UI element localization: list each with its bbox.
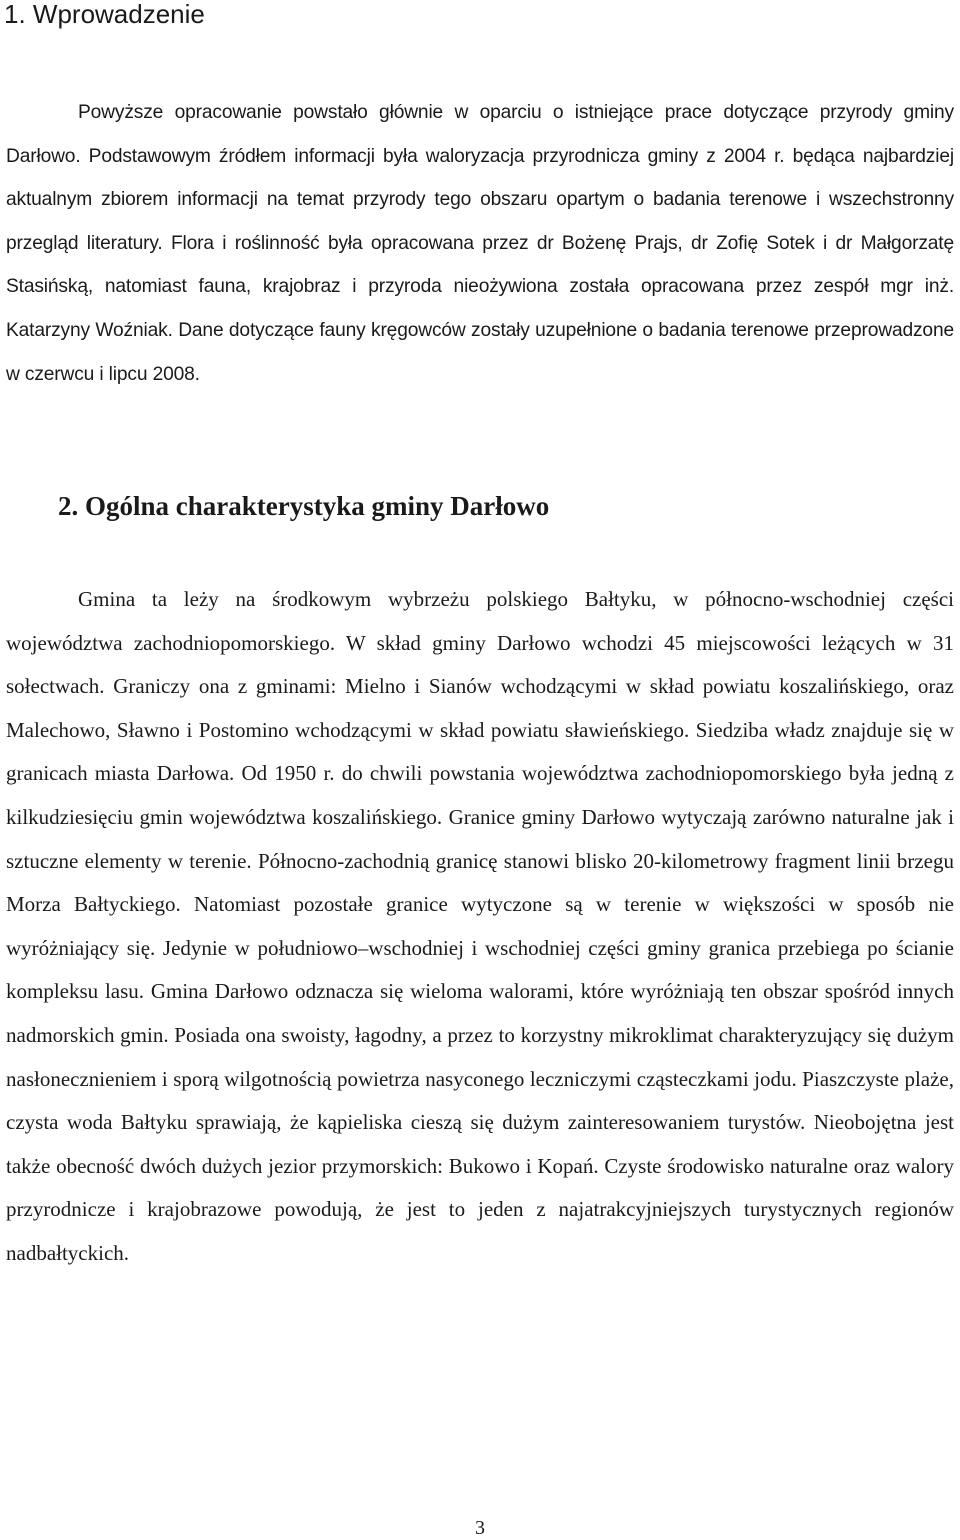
section-2-paragraph: Gmina ta leży na środkowym wybrzeżu polskiego Bałtyku, w północno-wschodniej części województwa zachodniopomorskiego. W skład gminy Darłowo wchodzi 45 miejscowości leżących w 31 sołectwach. Graniczy ona z gminami: Mielno i Sianów wchodzącymi w skład powiatu koszalińskiego, oraz Malechowo, Sławno i Postomino wchodzącymi w skład powiatu sławieńskiego. Siedziba władz znajduje się w granicach miasta Darłowa. Od 1950 r. do chwili powstania województwa zachodniopomorskiego była jedną z kilkudziesięciu gmin województwa koszalińskiego. Granice gminy Darłowo wytyczają zarówno naturalne jak i sztuczne elementy w terenie. Północno-zachodnią granicę stanowi blisko 20-kilometrowy fragment linii brzegu Morza Bałtyckiego. Natomiast pozostałe granice wytyczone są w terenie w większości w sposób nie wyróżniający się. Jedynie w południowo–wschodniej i wschodniej części gminy granica przebiega po ścianie kompleksu lasu. Gmina Darłowo odznacza się wieloma walorami, które wyróżniają ten obszar spośród innych nadmorskich gmin. Posiada ona swoisty, łagodny, a przez to korzystny mikroklimat charakteryzujący się dużym nasłonecznieniem i sporą wilgotnością powietrza nasyconego leczniczymi cząsteczkami jodu. Piaszczyste plaże, czysta woda Bałtyku sprawiają, że kąpieliska cieszą się dużym zainteresowaniem turystów. Nieobojętna jest także obecność dwóch dużych jezior przymorskich: Bukowo i Kopań. Czyste środowisko naturalne oraz walory przyrodnicze i krajobrazowe powodują, że jest to jeden z najatrakcyjniejszych turystycznych regionów nadbałtyckich. [6, 587, 954, 1265]
page-number: 3 [475, 1517, 485, 1539]
section-1-heading: 1. Wprowadzenie [4, 0, 205, 29]
section-1-paragraph: Powyższe opracowanie powstało głównie w oparciu o istniejące prace dotyczące przyrody gminy Darłowo. Podstawowym źródłem informacji była waloryzacja przyrodnicza gminy z 2004 r. będąca najbardziej aktualnym zbiorem informacji na temat przyrody tego obszaru opartym o badania terenowe i wszechstronny przegląd literatury. Flora i roślinność była opracowana przez dr Bożenę Prajs, dr Zofię Sotek i dr Małgorzatę Stasińską, natomiast fauna, krajobraz i przyroda nieożywiona została opracowana przez zespół mgr inż. Katarzyny Woźniak. Dane dotyczące fauny kręgowców zostały uzupełnione o badania terenowe przeprowadzone w czerwcu i lipcu 2008. [6, 102, 954, 385]
section-2-heading: 2. Ogólna charakterystyka gminy Darłowo [58, 491, 550, 521]
